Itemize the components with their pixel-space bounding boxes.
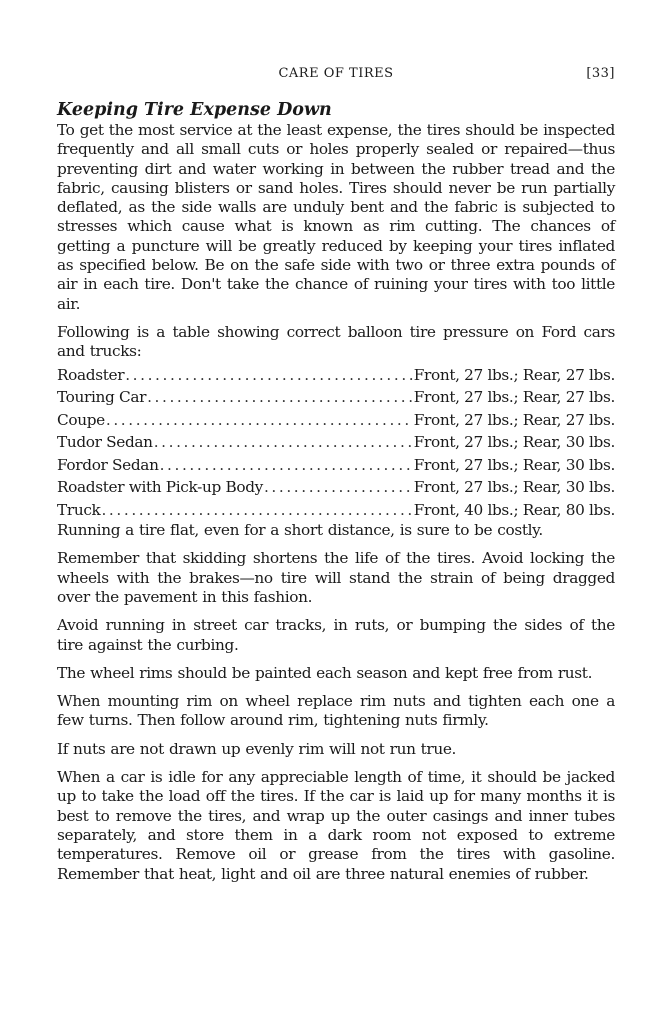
pressure-values: Front, 27 lbs.; Rear, 27 lbs. <box>413 410 615 429</box>
paragraph-table-intro: Following is a table showing correct balloon tire pressure on Ford cars and trucks: <box>57 322 615 361</box>
running-title: CARE OF TIRES <box>278 66 394 81</box>
vehicle-name: Tudor Sedan <box>57 433 153 452</box>
paragraph-nuts: If nuts are not drawn up evenly rim will not run true. <box>57 739 457 758</box>
vehicle-name: Roadster <box>57 365 125 384</box>
dot-leader <box>101 499 412 522</box>
vehicle-name: Fordor Sedan <box>57 455 159 474</box>
dot-leader <box>147 386 413 409</box>
dot-leader <box>264 476 413 499</box>
table-row <box>57 476 615 499</box>
paragraph-street-car: Avoid running in street car tracks, in ruts, or bumping the sides of the tire against the curbing. <box>57 616 615 654</box>
vehicle-name: Touring Car <box>57 388 147 407</box>
pressure-values: Front, 40 lbs.; Rear, 80 lbs. <box>413 500 615 519</box>
running-header <box>57 66 615 86</box>
section-heading: Keeping Tire Expense Down <box>57 100 332 120</box>
table-row <box>57 386 615 409</box>
pressure-values: Front, 27 lbs.; Rear, 30 lbs. <box>413 433 615 452</box>
dot-leader <box>106 409 413 432</box>
dot-leader <box>160 454 413 477</box>
page-number: [33] <box>586 66 615 81</box>
vehicle-name: Roadster with Pick-up Body <box>57 478 263 497</box>
table-row <box>57 431 615 454</box>
table-row <box>57 499 615 522</box>
vehicle-name: Coupe <box>57 410 105 429</box>
paragraph-intro: To get the most service at the least expense, the tires should be inspected frequently and all small cuts or holes properly sealed or repaired—thus preventing dirt and water working in between the rubber tread and the fabric, causing blisters or sand holes. Tires should never be run partially deflated, as the side walls are unduly bent and the fabric is subjected to stresses which cause what is known as rim cutting. The chances of getting a puncture will be greatly reduced by keeping your tires inflated as specified below. Be on the safe side with two or three extra pounds of air in each tire. Don't take the chance of ruining your tires with too little air. <box>57 121 615 313</box>
tire-pressure-table <box>57 364 615 522</box>
table-row <box>57 454 615 477</box>
dot-leader <box>125 364 413 387</box>
pressure-values: Front, 27 lbs.; Rear, 27 lbs. <box>413 388 615 407</box>
document-page <box>57 66 615 893</box>
paragraph-rims-paint: The wheel rims should be painted each season and kept free from rust. <box>57 663 593 682</box>
paragraph-skidding: Remember that skidding shortens the life of the tires. Avoid locking the wheels with the brakes—no tire will stand the strain of being dragged over the pavement in this fashion. <box>57 549 615 606</box>
pressure-values: Front, 27 lbs.; Rear, 30 lbs. <box>413 478 615 497</box>
paragraph-storage: When a car is idle for any appreciable length of time, it should be jacked up to take the load off the tires. If the car is laid up for many months it is best to remove the tires, and wrap up the outer casings and inner tubes separately, and store them in a dark room not exposed to extreme temperatures. Remove oil or grease from the tires with gasoline. Remember that heat, light and oil are three natural enemies of rubber. <box>57 768 615 883</box>
pressure-values: Front, 27 lbs.; Rear, 30 lbs. <box>413 455 615 474</box>
table-row <box>57 364 615 387</box>
paragraph-mounting: When mounting rim on wheel replace rim nuts and tighten each one a few turns. Then follow around rim, tightening nuts firmly. <box>57 692 615 730</box>
pressure-values: Front, 27 lbs.; Rear, 27 lbs. <box>413 365 615 384</box>
paragraph-after-table: Running a tire flat, even for a short distance, is sure to be costly. <box>57 521 543 540</box>
table-row <box>57 409 615 432</box>
vehicle-name: Truck <box>57 500 101 519</box>
dot-leader <box>154 431 413 454</box>
